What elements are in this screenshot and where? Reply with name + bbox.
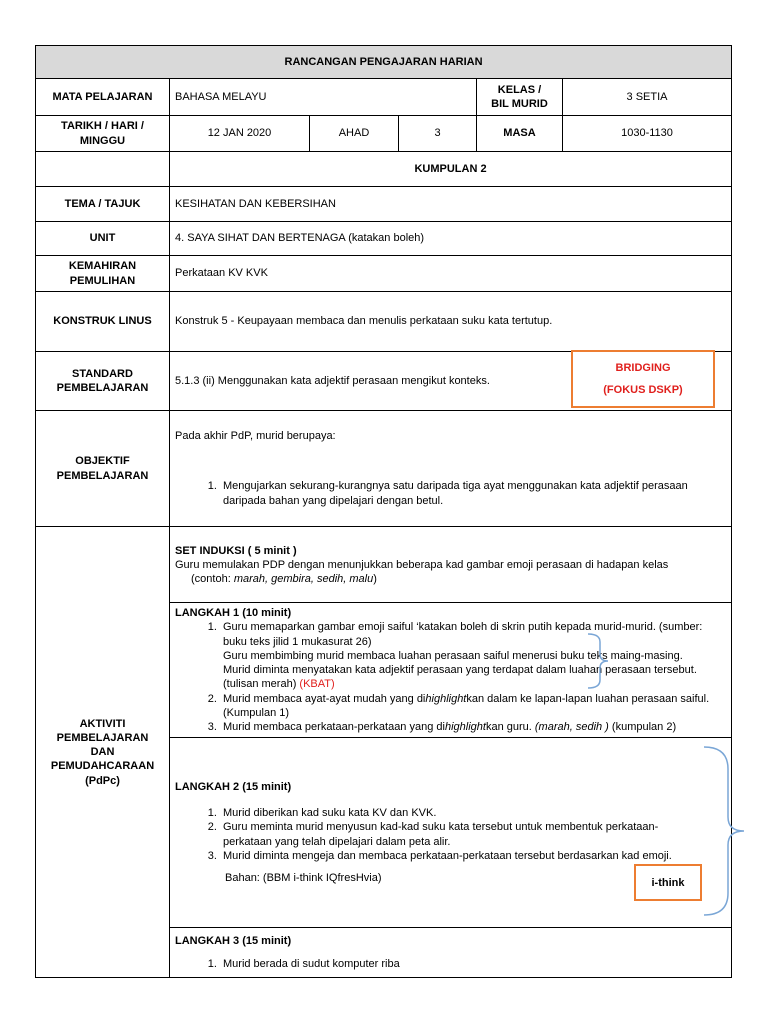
langkah2-title: LANGKAH 2 (15 minit) <box>175 780 292 793</box>
langkah1-item-1-c-text: Murid diminta menyatakan kata adjektif perasaan yang terdapat dalam luahan perasaan tersebut. (tulisan merah) <box>223 664 697 691</box>
langkah1-list <box>175 620 726 734</box>
aktiviti-label-line2: PEMBELAJARAN <box>56 731 149 744</box>
set-induksi-contoh <box>175 572 726 586</box>
aktiviti-label-line3: DAN <box>90 746 115 759</box>
unit-label: UNIT <box>36 222 170 256</box>
set-induksi-cell <box>170 527 732 603</box>
rph-table <box>35 45 732 978</box>
standard-label-line2: PEMBELAJARAN <box>56 382 149 394</box>
langkah3-list <box>175 957 726 971</box>
langkah1-item-3-a: Murid membaca perkataan-perkataan yang di <box>223 721 445 734</box>
tarikh-label-line2: MINGGU <box>79 134 126 147</box>
langkah1-item-1-a: 1. Guru memaparkan gambar emoji saiful ‘katakan boleh di skrin putih kepada murid-murid. (sumber: buku teks jilid 1 mukasurat 26) <box>223 621 703 648</box>
kemahiran-value: Perkataan KV KVK <box>170 256 732 292</box>
tarikh-day: AHAD <box>310 116 399 152</box>
langkah1-item-1 <box>220 620 726 691</box>
langkah1-item-3-b: kan guru. <box>485 721 535 734</box>
kemahiran-label-line1: KEMAHIRAN <box>68 260 137 273</box>
langkah2-item-2: 2. Guru meminta murid menyusun kad-kad suku kata tersebut untuk membentuk perkataan-perkataan yang telah dipelajari dalam peta alir. <box>220 820 696 849</box>
kumpulan-title: KUMPULAN 2 <box>170 152 732 187</box>
kelas-label <box>477 79 563 116</box>
langkah2-item-1: 1. Murid diberikan kad suku kata KV dan KVK. <box>220 806 696 820</box>
ithink-label: i-think <box>651 876 685 889</box>
langkah1-item-2-b: kan dalam ke lapan-lapan luahan perasaan saiful. (Kumpulan 1) <box>223 692 710 720</box>
langkah3-item-1: 1. Murid berada di sudut komputer riba <box>220 957 726 971</box>
standard-label <box>36 352 170 411</box>
langkah1-title: LANGKAH 1 (10 minit) <box>175 607 292 619</box>
tarikh-date: 12 JAN 2020 <box>170 116 310 152</box>
objektif-label-line1: OBJEKTIF <box>75 455 130 468</box>
objektif-label <box>36 411 170 527</box>
langkah3-title: LANGKAH 3 (15 minit) <box>175 935 292 948</box>
konstruk-value: Konstruk 5 - Keupayaan membaca dan menulis perkataan suku kata tertutup. <box>170 292 732 352</box>
tarikh-week: 3 <box>399 116 477 152</box>
tarikh-label-line1: TARIKH / HARI / <box>61 120 144 133</box>
contoh-prefix: (contoh: <box>191 573 234 586</box>
objektif-item: 1. Mengujarkan sekurang-kurangnya satu daripada tiga ayat menggunakan kata adjektif perasaan daripada bahan yang dipelajari dengan betul. <box>220 479 726 508</box>
kelas-label-line1: KELAS / <box>497 83 542 96</box>
bridging-line2: (FOKUS DSKP) <box>603 384 683 396</box>
tarikh-label <box>36 116 170 152</box>
kelas-label-line2: BIL MURID <box>491 98 548 110</box>
langkah1-item-3-c: (kumpulan 2) <box>608 721 677 734</box>
tema-value: KESIHATAN DAN KEBERSIHAN <box>170 187 732 222</box>
objektif-intro: Pada akhir PdP, murid berupaya: <box>175 430 336 443</box>
ithink-callout <box>634 864 702 901</box>
langkah1-cell <box>170 603 732 738</box>
standard-label-line1: STANDARD <box>72 367 133 380</box>
contoh-examples: marah, gembira, sedih, malu <box>233 573 374 586</box>
langkah3-cell <box>170 927 732 977</box>
langkah1-item-1-b: Guru membimbing murid membaca luahan perasaan saiful menerusi buku teks maing-masing. <box>223 649 683 662</box>
langkah2-bahan: Bahan: (BBM i-think IQfresHvia) <box>225 872 382 885</box>
langkah1-item-2-a: Murid membaca ayat-ayat mudah yang di <box>223 692 426 705</box>
unit-value: 4. SAYA SIHAT DAN BERTENAGA (katakan boleh) <box>170 222 732 256</box>
kemahiran-label-line2: PEMULIHAN <box>69 274 136 287</box>
konstruk-label: KONSTRUK LINUS <box>36 292 170 352</box>
standard-value: 5.1.3 (ii) Menggunakan kata adjektif perasaan mengikut konteks. <box>170 352 732 411</box>
set-induksi-text: Guru memulakan PDP dengan menunjukkan beberapa kad gambar emoji perasaan di hadapan kelas <box>175 558 669 571</box>
langkah1-item-2-highlight: highlight <box>425 692 467 705</box>
aktiviti-label <box>36 527 170 978</box>
contoh-suffix: ) <box>373 573 377 586</box>
langkah2-item-3: 3. Murid diminta mengeja dan membaca perkataan-perkataan tersebut berdasarkan kad emoji. <box>220 849 696 863</box>
bridging-callout <box>571 350 715 408</box>
page-title: RANCANGAN PENGAJARAN HARIAN <box>36 46 732 79</box>
langkah1-item-3 <box>220 720 726 734</box>
set-induksi-title: SET INDUKSI ( 5 minit ) <box>175 544 297 557</box>
mata-pelajaran-label: MATA PELAJARAN <box>36 79 170 116</box>
langkah1-item-3-italic: (marah, sedih ) <box>534 721 609 734</box>
masa-value: 1030-1130 <box>563 116 732 152</box>
masa-label: MASA <box>477 116 563 152</box>
kelas-value: 3 SETIA <box>563 79 732 116</box>
kumpulan-empty-cell <box>36 152 170 187</box>
langkah1-item-2 <box>220 692 726 721</box>
small-brace-icon <box>586 632 612 690</box>
aktiviti-label-line1: AKTIVITI <box>79 717 126 730</box>
objektif-label-line2: PEMBELAJARAN <box>56 469 149 482</box>
kemahiran-label <box>36 256 170 292</box>
langkah1-item-3-highlight: highlight <box>444 721 486 734</box>
objektif-list <box>175 479 726 508</box>
aktiviti-label-line5: (PdPc) <box>85 774 120 787</box>
kbat-tag: (KBAT) <box>299 678 335 691</box>
mata-pelajaran-value: BAHASA MELAYU <box>170 79 477 116</box>
large-brace-icon <box>700 745 750 917</box>
bridging-line1: BRIDGING <box>615 362 671 374</box>
objektif-content <box>170 411 732 527</box>
langkah1-item-1-c <box>223 663 726 692</box>
aktiviti-label-line4: PEMUDAHCARAAN <box>50 760 155 773</box>
tema-label: TEMA / TAJUK <box>36 187 170 222</box>
langkah2-list <box>175 806 726 863</box>
